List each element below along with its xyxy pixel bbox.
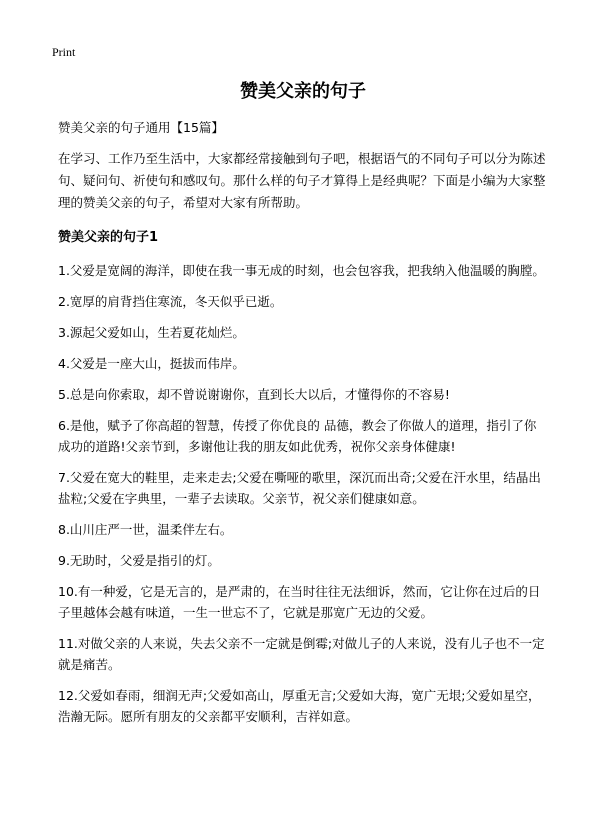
- list-item: 2.宽厚的肩背挡住寒流，冬天似乎已逝。: [58, 294, 283, 309]
- list-item: 11.对做父亲的人来说，失去父亲不一定就是倒霉;对做儿子的人来说，没有儿子也不一定就是痛苦。: [58, 636, 545, 672]
- list-item: 10.有一种爱，它是无言的，是严肃的，在当时往往无法细诉，然而，它让你在过后的日子里越体会越有味道，一生一世忘不了，它就是那宽广无边的父爱。: [58, 584, 541, 620]
- page-title: 赞美父亲的句子: [240, 81, 366, 102]
- section-heading: 赞美父亲的句子1: [58, 230, 159, 245]
- list-item: 4.父爱是一座大山，挺拔而伟岸。: [58, 356, 245, 371]
- subtitle: 赞美父亲的句子通用【15篇】: [58, 120, 224, 135]
- list-item: 9.无助时，父爱是指引的灯。: [58, 553, 220, 568]
- list-item: 6.是他，赋予了你高超的智慧，传授了你优良的 品德，教会了你做人的道理，指引了你成功的道路!父亲节到，多谢他让我的朋友如此优秀，祝你父亲身体健康!: [58, 418, 537, 454]
- document-body: [58, 80, 548, 737]
- list-item: 7.父爱在宽大的鞋里，走来走去;父爱在嘶哑的歌里，深沉而出奇;父爱在汗水里，结晶出盐粒;父爱在字典里，一辈子去读取。父亲节，祝父亲们健康如意。: [58, 470, 541, 506]
- intro-paragraph: 在学习、工作乃至生活中，大家都经常接触到句子吧，根据语气的不同句子可以分为陈述句、疑问句、祈使句和感叹句。那什么样的句子才算得上是经典呢？下面是小编为大家整理的赞美父亲的句子，希望对大家有所帮助。: [58, 151, 546, 210]
- list-item: 12.父爱如春雨，细润无声;父爱如高山，厚重无言;父爱如大海，宽广无垠;父爱如星空，浩瀚无际。愿所有朋友的父亲都平安顺利，吉祥如意。: [58, 688, 541, 724]
- list-item: 5.总是向你索取，却不曾说谢谢你，直到长大以后，才懂得你的不容易!: [58, 387, 450, 402]
- list-item: 3.源起父爱如山，生若夏花灿烂。: [58, 325, 245, 340]
- list-item: 1.父爱是宽阔的海洋，即使在我一事无成的时刻，也会包容我，把我纳入他温暖的胸膛。: [58, 263, 545, 278]
- list-item: 8.山川庄严一世，温柔伴左右。: [58, 522, 233, 537]
- print-link[interactable]: Print: [52, 45, 76, 59]
